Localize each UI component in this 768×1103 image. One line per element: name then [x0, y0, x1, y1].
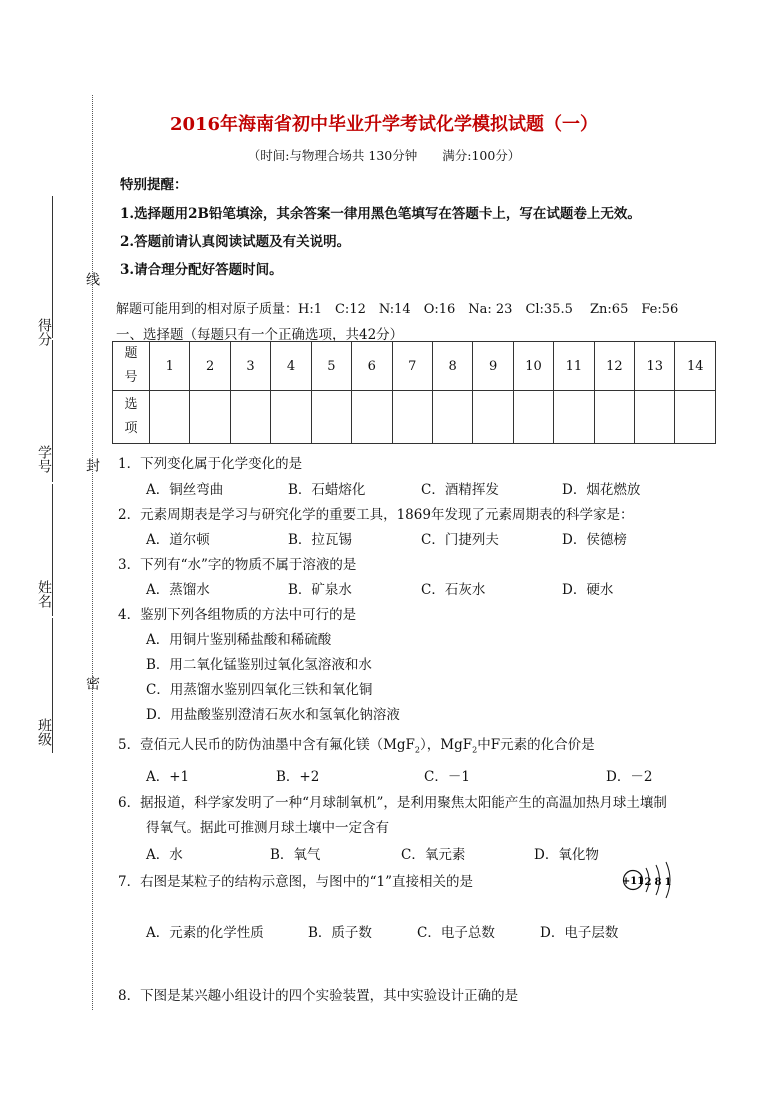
answer-cell[interactable] — [554, 391, 594, 444]
answer-cell[interactable] — [513, 391, 553, 444]
q5-option-c: C．－1 — [424, 769, 470, 785]
atom-shell-2: 8 — [654, 877, 662, 888]
reminder-item-3: 3.请合理分配好答题时间。 — [120, 262, 283, 278]
q5-option-d: D．－2 — [606, 769, 653, 785]
question-number: 4 — [271, 342, 311, 391]
q5-option-b: B．+2 — [276, 769, 320, 785]
exam-info: （时间:与物理合场共 130分钟 满分:100分） — [247, 148, 521, 163]
question-number: 8 — [432, 342, 472, 391]
reminder-item-2: 2.答题前请认真阅读试题及有关说明。 — [120, 234, 351, 250]
q2-option-c: C．门捷列夫 — [421, 532, 499, 548]
table-header-cell: 题 号 — [113, 342, 150, 391]
reminder-heading: 特别提醒： — [120, 177, 188, 193]
label-student-id: 学号 — [36, 445, 52, 473]
q6-option-c: C．氧元素 — [401, 847, 466, 863]
q1-option-b: B．石蜡熔化 — [288, 482, 366, 498]
label-score: 得分 — [36, 318, 52, 346]
q6-option-a: A．水 — [146, 847, 183, 863]
q2-option-a: A．道尔顿 — [146, 532, 210, 548]
table-row — [113, 342, 716, 391]
score-line[interactable] — [52, 196, 53, 338]
question-3-stem: 3．下列有“水”字的物质不属于溶液的是 — [118, 557, 357, 573]
question-number: 2 — [190, 342, 230, 391]
question-4-stem: 4．鉴别下列各组物质的方法中可行的是 — [118, 607, 357, 623]
seal-char-xian: 线 — [84, 272, 100, 286]
class-line[interactable] — [52, 618, 53, 753]
question-6-stem: 6．据报道，科学家发明了一种“月球制氧机”，是利用聚焦太阳能产生的高温加热月球土壤制 — [118, 795, 667, 811]
q5-option-a: A．+1 — [146, 769, 190, 785]
atom-nucleus-label: +11 — [622, 876, 645, 887]
q4-option-a: A．用铜片鉴别稀盐酸和稀硫酸 — [146, 632, 332, 648]
question-number: 1 — [150, 342, 190, 391]
q6-option-b: B．氧气 — [270, 847, 321, 863]
question-number: 6 — [352, 342, 392, 391]
q2-option-d: D．侯德榜 — [562, 532, 627, 548]
seal-char-mi: 密 — [84, 676, 100, 690]
answer-cell[interactable] — [392, 391, 432, 444]
q7-option-c: C．电子总数 — [417, 925, 495, 941]
q3-option-d: D．硬水 — [562, 582, 614, 598]
q1-option-a: A．铜丝弯曲 — [146, 482, 224, 498]
question-5-stem: 5．壹佰元人民币的防伪油墨中含有氟化镁（MgF$_2$），MgF$_2$中F元素的化合价是 — [118, 737, 595, 755]
answer-cell[interactable] — [594, 391, 634, 444]
q1-option-c: C．酒精挥发 — [421, 482, 499, 498]
q1-option-d: D．烟花燃放 — [562, 482, 641, 498]
atomic-masses: 解题可能用到的相对原子质量：H:1 C:12 N:14 O:16 Na: 23 Cl:35.5 Zn:65 Fe:56 — [116, 302, 679, 317]
answer-cell[interactable] — [150, 391, 190, 444]
q7-option-b: B．质子数 — [308, 925, 372, 941]
question-number: 13 — [635, 342, 675, 391]
answer-cell[interactable] — [271, 391, 311, 444]
q4-option-c: C．用蒸馏水鉴别四氧化三铁和氧化铜 — [146, 682, 373, 698]
question-number: 11 — [554, 342, 594, 391]
q2-option-b: B．拉瓦锡 — [288, 532, 352, 548]
seal-char-feng: 封 — [84, 458, 100, 472]
question-7-stem: 7．右图是某粒子的结构示意图，与图中的“1”直接相关的是 — [118, 874, 473, 890]
label-name: 姓名 — [36, 580, 52, 608]
q3-option-c: C．石灰水 — [421, 582, 486, 598]
answer-table — [112, 341, 716, 444]
question-1-stem: 1．下列变化属于化学变化的是 — [118, 456, 303, 472]
table-header-cell: 选 项 — [113, 391, 150, 444]
answer-cell[interactable] — [635, 391, 675, 444]
question-6-stem-cont: 得氧气。据此可推测月球土壤中一定含有 — [146, 820, 389, 836]
question-2-stem: 2．元素周期表是学习与研究化学的重要工具，1869年发现了元素周期表的科学家是： — [118, 507, 634, 523]
student-id-line[interactable] — [52, 340, 53, 482]
answer-cell[interactable] — [352, 391, 392, 444]
question-number: 7 — [392, 342, 432, 391]
q3-option-a: A．蒸馏水 — [146, 582, 210, 598]
question-number: 14 — [675, 342, 716, 391]
q4-option-d: D．用盐酸鉴别澄清石灰水和氢氧化钠溶液 — [146, 707, 400, 723]
answer-cell[interactable] — [190, 391, 230, 444]
answer-cell[interactable] — [432, 391, 472, 444]
label-class: 班级 — [36, 718, 52, 746]
q6-option-d: D．氧化物 — [534, 847, 599, 863]
binding-dotted-line — [92, 95, 93, 1010]
atom-shell-1: 2 — [644, 877, 652, 888]
answer-cell[interactable] — [473, 391, 513, 444]
q7-option-a: A．元素的化学性质 — [146, 925, 264, 941]
question-number: 10 — [513, 342, 553, 391]
page-title: 2016年海南省初中毕业升学考试化学模拟试题（一） — [169, 114, 599, 135]
section-title: 一、选择题（每题只有一个正确选项，共42分） — [116, 327, 404, 343]
atom-shell-3: 1 — [664, 877, 672, 888]
reminder-item-1: 1.选择题用2B铅笔填涂，其余答案一律用黑色笔填写在答题卡上，写在试题卷上无效。 — [120, 206, 641, 222]
question-number: 3 — [230, 342, 270, 391]
answer-cell[interactable] — [311, 391, 351, 444]
name-line[interactable] — [52, 484, 53, 616]
question-number: 5 — [311, 342, 351, 391]
table-row — [113, 391, 716, 444]
question-number: 9 — [473, 342, 513, 391]
answer-cell[interactable] — [230, 391, 270, 444]
answer-cell[interactable] — [675, 391, 716, 444]
question-number: 12 — [594, 342, 634, 391]
question-8-stem: 8．下图是某兴趣小组设计的四个实验装置，其中实验设计正确的是 — [118, 988, 519, 1004]
atom-structure-diagram — [622, 860, 682, 900]
q4-option-b: B．用二氧化锰鉴别过氧化氢溶液和水 — [146, 657, 372, 673]
q7-option-d: D．电子层数 — [540, 925, 619, 941]
q3-option-b: B．矿泉水 — [288, 582, 352, 598]
